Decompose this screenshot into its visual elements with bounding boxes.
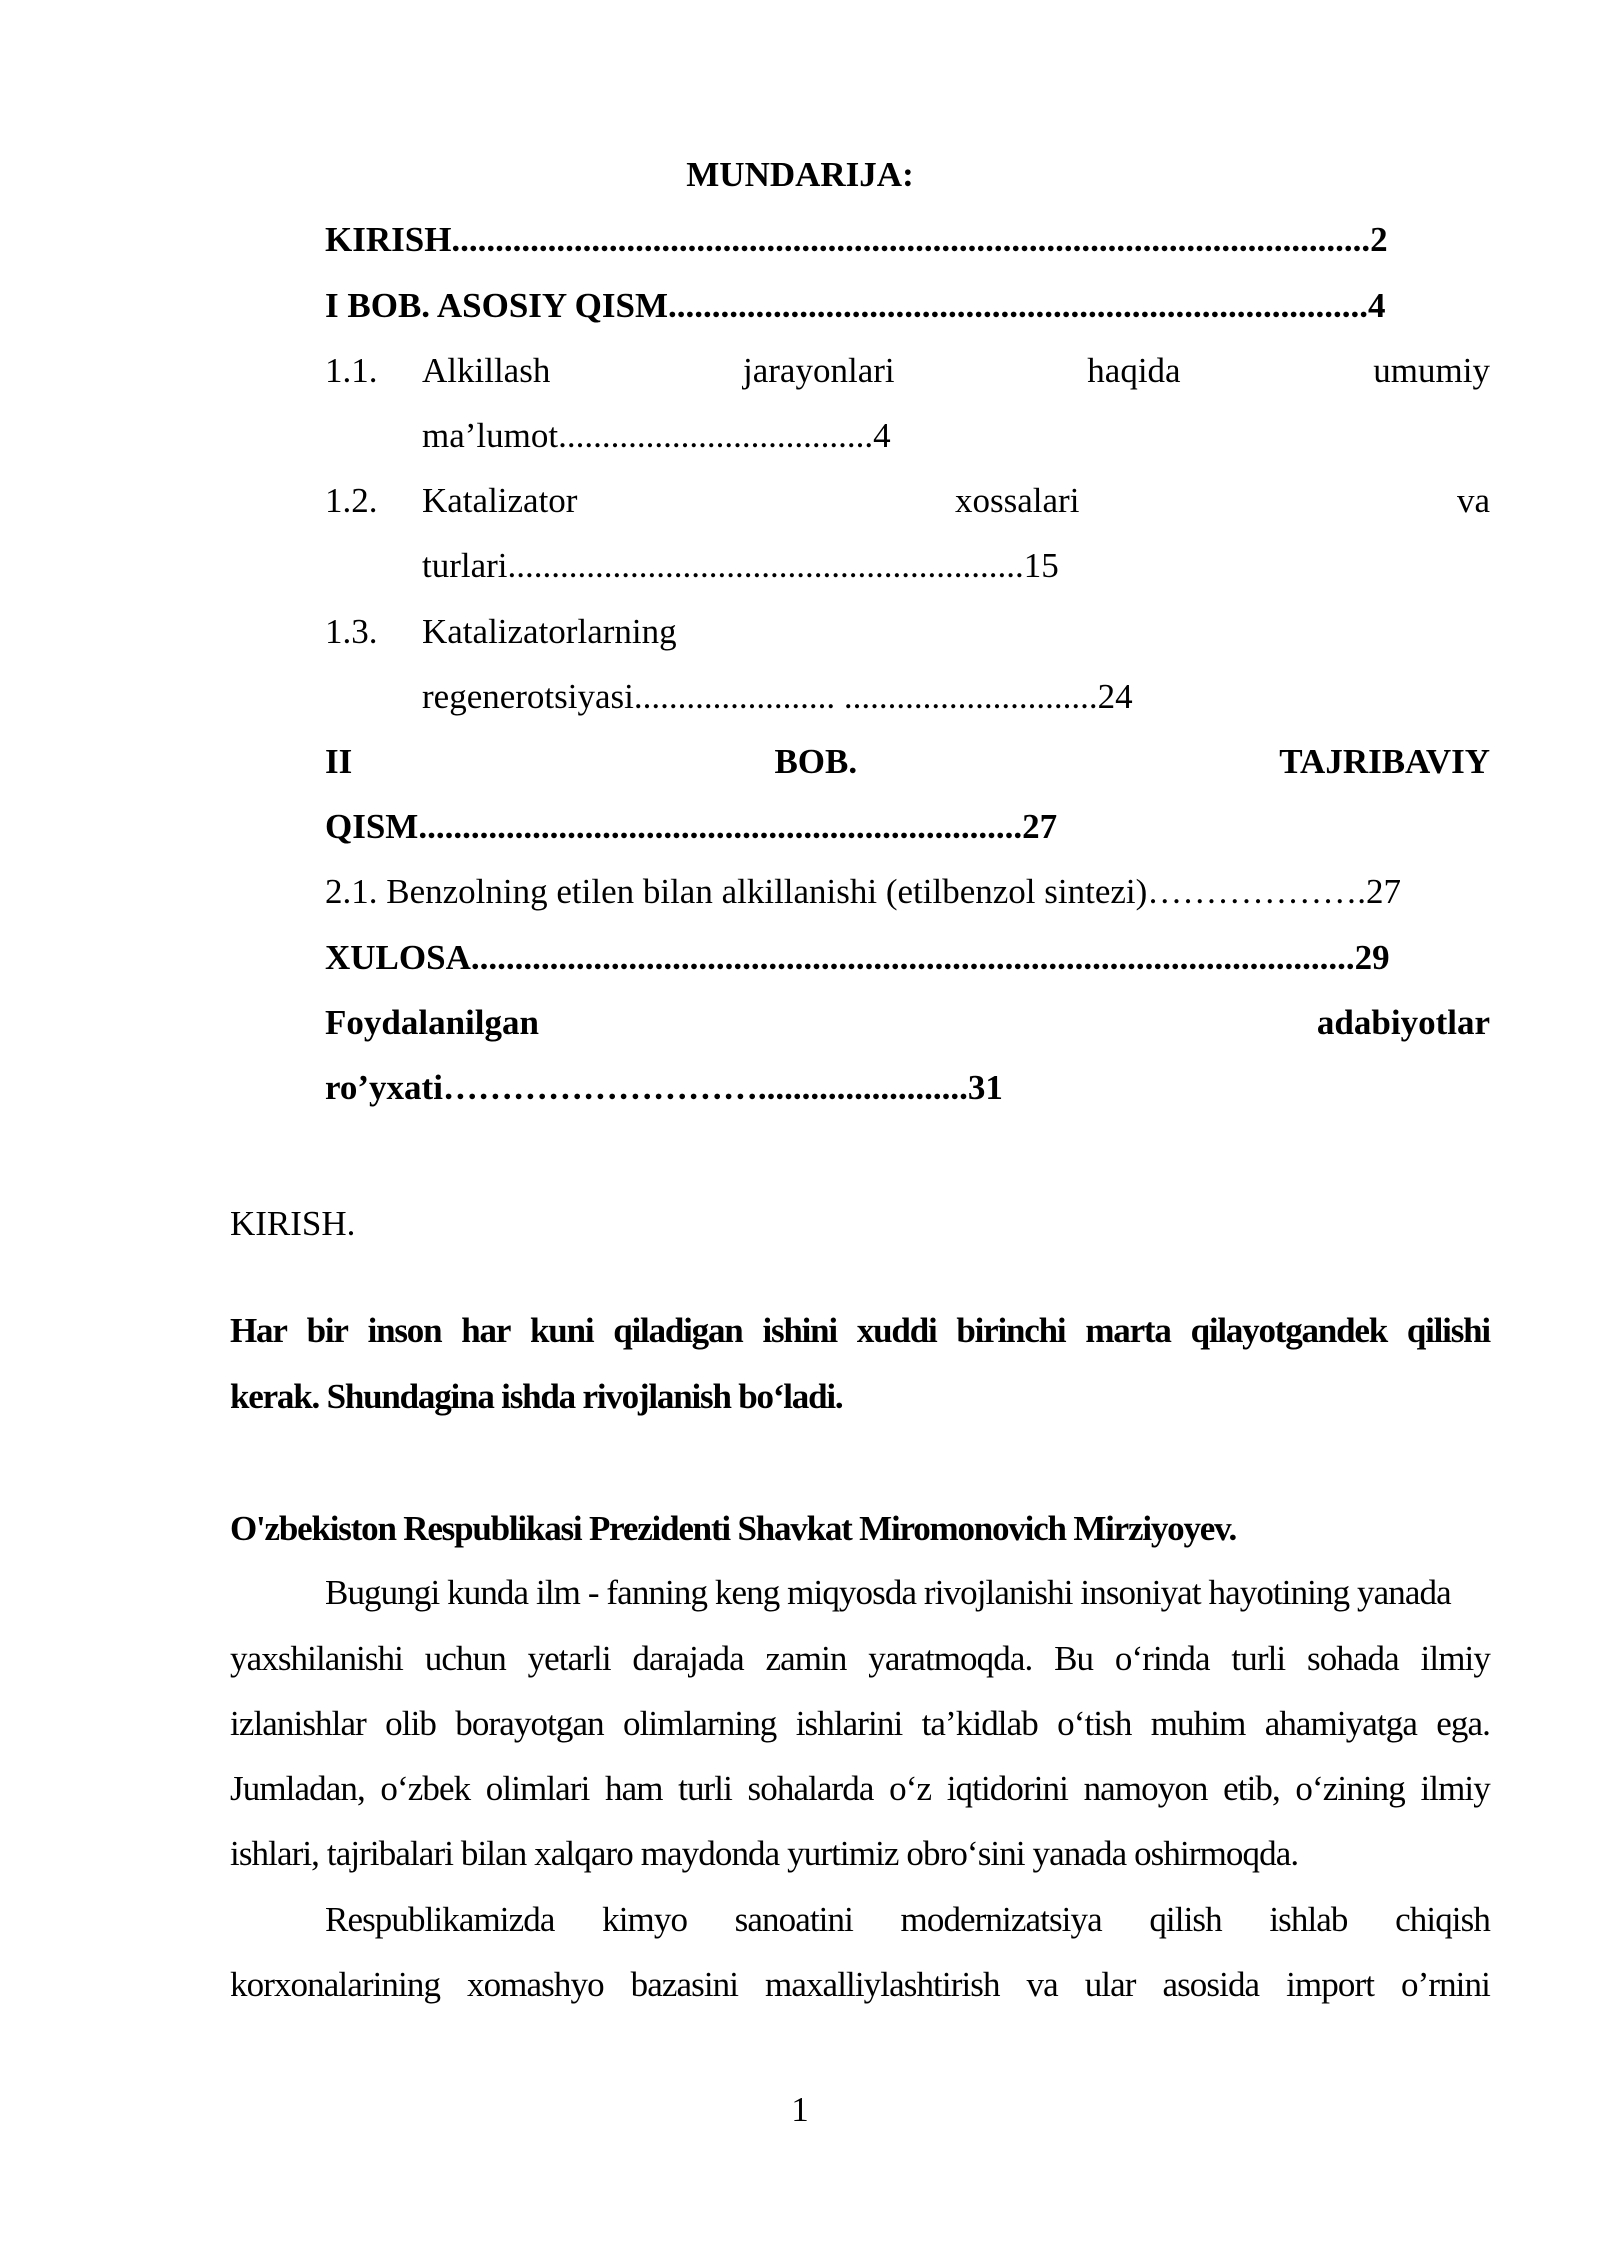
toc-entry-1-1 — [422, 351, 1490, 391]
word: namoyon — [1083, 1769, 1208, 1808]
word: Jumladan, — [230, 1769, 365, 1808]
word: modernizatsiya — [900, 1900, 1102, 1939]
toc-word: adabiyotlar — [1316, 1003, 1490, 1042]
paragraph-1-line-2 — [230, 1639, 1490, 1679]
word: olib — [385, 1704, 437, 1743]
word: sohada — [1307, 1639, 1399, 1678]
word: har — [461, 1311, 511, 1350]
toc-entry-1-2 — [422, 481, 1490, 521]
toc-entry-1-1-number: 1.1. — [325, 351, 378, 390]
word: korxonalarining — [230, 1965, 441, 2004]
toc-word: BOB. — [774, 742, 858, 781]
word: ular — [1084, 1965, 1136, 2004]
word: qilish — [1149, 1900, 1222, 1939]
word: o‘z — [889, 1769, 932, 1808]
toc-entry-xulosa: XULOSA.....................................................................................................29 — [325, 938, 1390, 977]
word: xuddi — [856, 1311, 937, 1350]
epigraph-author: O'zbekiston Respublikasi Prezidenti Shavkat Miromonovich Mirziyoyev. — [230, 1509, 1237, 1548]
paragraph-2-line-2 — [230, 1965, 1490, 2005]
word: o‘zining — [1295, 1769, 1405, 1808]
toc-entry-1-1-cont: ma’lumot....................................4 — [422, 416, 891, 455]
word: va — [1026, 1965, 1058, 2004]
word: marta — [1085, 1311, 1171, 1350]
word: Har — [230, 1311, 287, 1350]
toc-entry-1-3: Katalizatorlarning — [422, 612, 677, 651]
word: olimlarning — [623, 1704, 777, 1743]
word: chiqish — [1395, 1900, 1490, 1939]
word: ilmiy — [1420, 1769, 1490, 1808]
word: ishini — [762, 1311, 837, 1350]
word: o’rnini — [1400, 1965, 1490, 2004]
word: import — [1286, 1965, 1375, 2004]
toc-entry-adabiyotlar — [325, 1003, 1490, 1043]
word: turli — [678, 1769, 732, 1808]
toc-entry-1-3-cont: regenerotsiyasi....................... .............................24 — [422, 677, 1133, 716]
word: o‘rinda — [1114, 1639, 1210, 1678]
word: ahamiyatga — [1264, 1704, 1417, 1743]
toc-word: umumiy — [1373, 351, 1490, 390]
word: uchun — [424, 1639, 506, 1678]
word: maxalliylashtirish — [765, 1965, 1000, 2004]
word: kuni — [530, 1311, 594, 1350]
epigraph-line-2: kerak. Shundagina ishda rivojlanish bo‘ladi. — [230, 1377, 843, 1416]
word: ishlarini — [795, 1704, 903, 1743]
toc-word: Katalizator — [422, 481, 578, 520]
word: asosida — [1162, 1965, 1260, 2004]
word: xomashyo — [466, 1965, 604, 2004]
paragraph-1-line-3 — [230, 1704, 1490, 1744]
word: zamin — [765, 1639, 847, 1678]
paragraph-1-line-1: Bugungi kunda ilm - fanning keng miqyosda rivojlanishi insoniyat hayotining yanada — [325, 1573, 1451, 1612]
word: qiladigan — [613, 1311, 743, 1350]
word: ham — [604, 1769, 663, 1808]
word: izlanishlar — [230, 1704, 366, 1743]
toc-word: haqida — [1087, 351, 1181, 390]
toc-entry-bob1: I BOB. ASOSIY QISM................................................................................4 — [325, 286, 1386, 325]
toc-word: II — [325, 742, 353, 781]
word: yaxshilanishi — [230, 1639, 404, 1678]
toc-word: Foydalanilgan — [325, 1003, 539, 1042]
word: olimlari — [485, 1769, 590, 1808]
toc-entry-1-2-cont: turlari...........................................................15 — [422, 546, 1059, 585]
paragraph-2-line-1 — [325, 1900, 1490, 1940]
word: sohalarda — [747, 1769, 874, 1808]
word: qilishi — [1406, 1311, 1490, 1350]
word: etib, — [1223, 1769, 1280, 1808]
toc-entry-1-2-number: 1.2. — [325, 481, 378, 520]
toc-word: xossalari — [955, 481, 1080, 520]
toc-entry-kirish: KIRISH.........................................................................................................2 — [325, 220, 1388, 259]
toc-word: jarayonlari — [743, 351, 895, 390]
toc-word: TAJRIBAVIY — [1279, 742, 1490, 781]
toc-entry-bob2 — [325, 742, 1490, 782]
toc-title: MUNDARIJA: — [686, 155, 914, 194]
word: qilayotgandek — [1190, 1311, 1387, 1350]
word: yetarli — [527, 1639, 611, 1678]
word: muhim — [1150, 1704, 1246, 1743]
toc-word: va — [1456, 481, 1490, 520]
word: bazasini — [630, 1965, 739, 2004]
word: kimyo — [602, 1900, 688, 1939]
epigraph-line-1 — [230, 1311, 1490, 1351]
word: ishlab — [1269, 1900, 1348, 1939]
toc-entry-bob2-cont: QISM.....................................................................27 — [325, 807, 1058, 846]
word: darajada — [632, 1639, 744, 1678]
word: o‘zbek — [380, 1769, 471, 1808]
page-number: 1 — [791, 2090, 809, 2129]
word: ta’kidlab — [921, 1704, 1038, 1743]
word: inson — [367, 1311, 442, 1350]
toc-entry-2-1: 2.1. Benzolning etilen bilan alkillanishi (etilbenzol sintezi)……………….27 — [325, 872, 1402, 911]
word: birinchi — [956, 1311, 1066, 1350]
toc-word: Alkillash — [422, 351, 551, 390]
word: borayotgan — [455, 1704, 604, 1743]
word: o‘tish — [1057, 1704, 1132, 1743]
word: Bu — [1054, 1639, 1094, 1678]
section-heading-kirish: KIRISH. — [230, 1204, 356, 1243]
word: Respublikamizda — [325, 1900, 555, 1939]
word: ilmiy — [1420, 1639, 1490, 1678]
word: turli — [1231, 1639, 1286, 1678]
toc-entry-adabiyotlar-cont: ro’yxati………………………........................31 — [325, 1068, 1003, 1107]
word: sanoatini — [734, 1900, 853, 1939]
word: yaratmoqda. — [868, 1639, 1033, 1678]
word: iqtidorini — [946, 1769, 1068, 1808]
toc-entry-1-3-number: 1.3. — [325, 612, 378, 651]
word: bir — [306, 1311, 348, 1350]
paragraph-1-line-5: ishlari, tajribalari bilan xalqaro maydonda yurtimiz obro‘sini yanada oshirmoqda. — [230, 1834, 1299, 1873]
paragraph-1-line-4 — [230, 1769, 1490, 1809]
word: ega. — [1436, 1704, 1490, 1743]
